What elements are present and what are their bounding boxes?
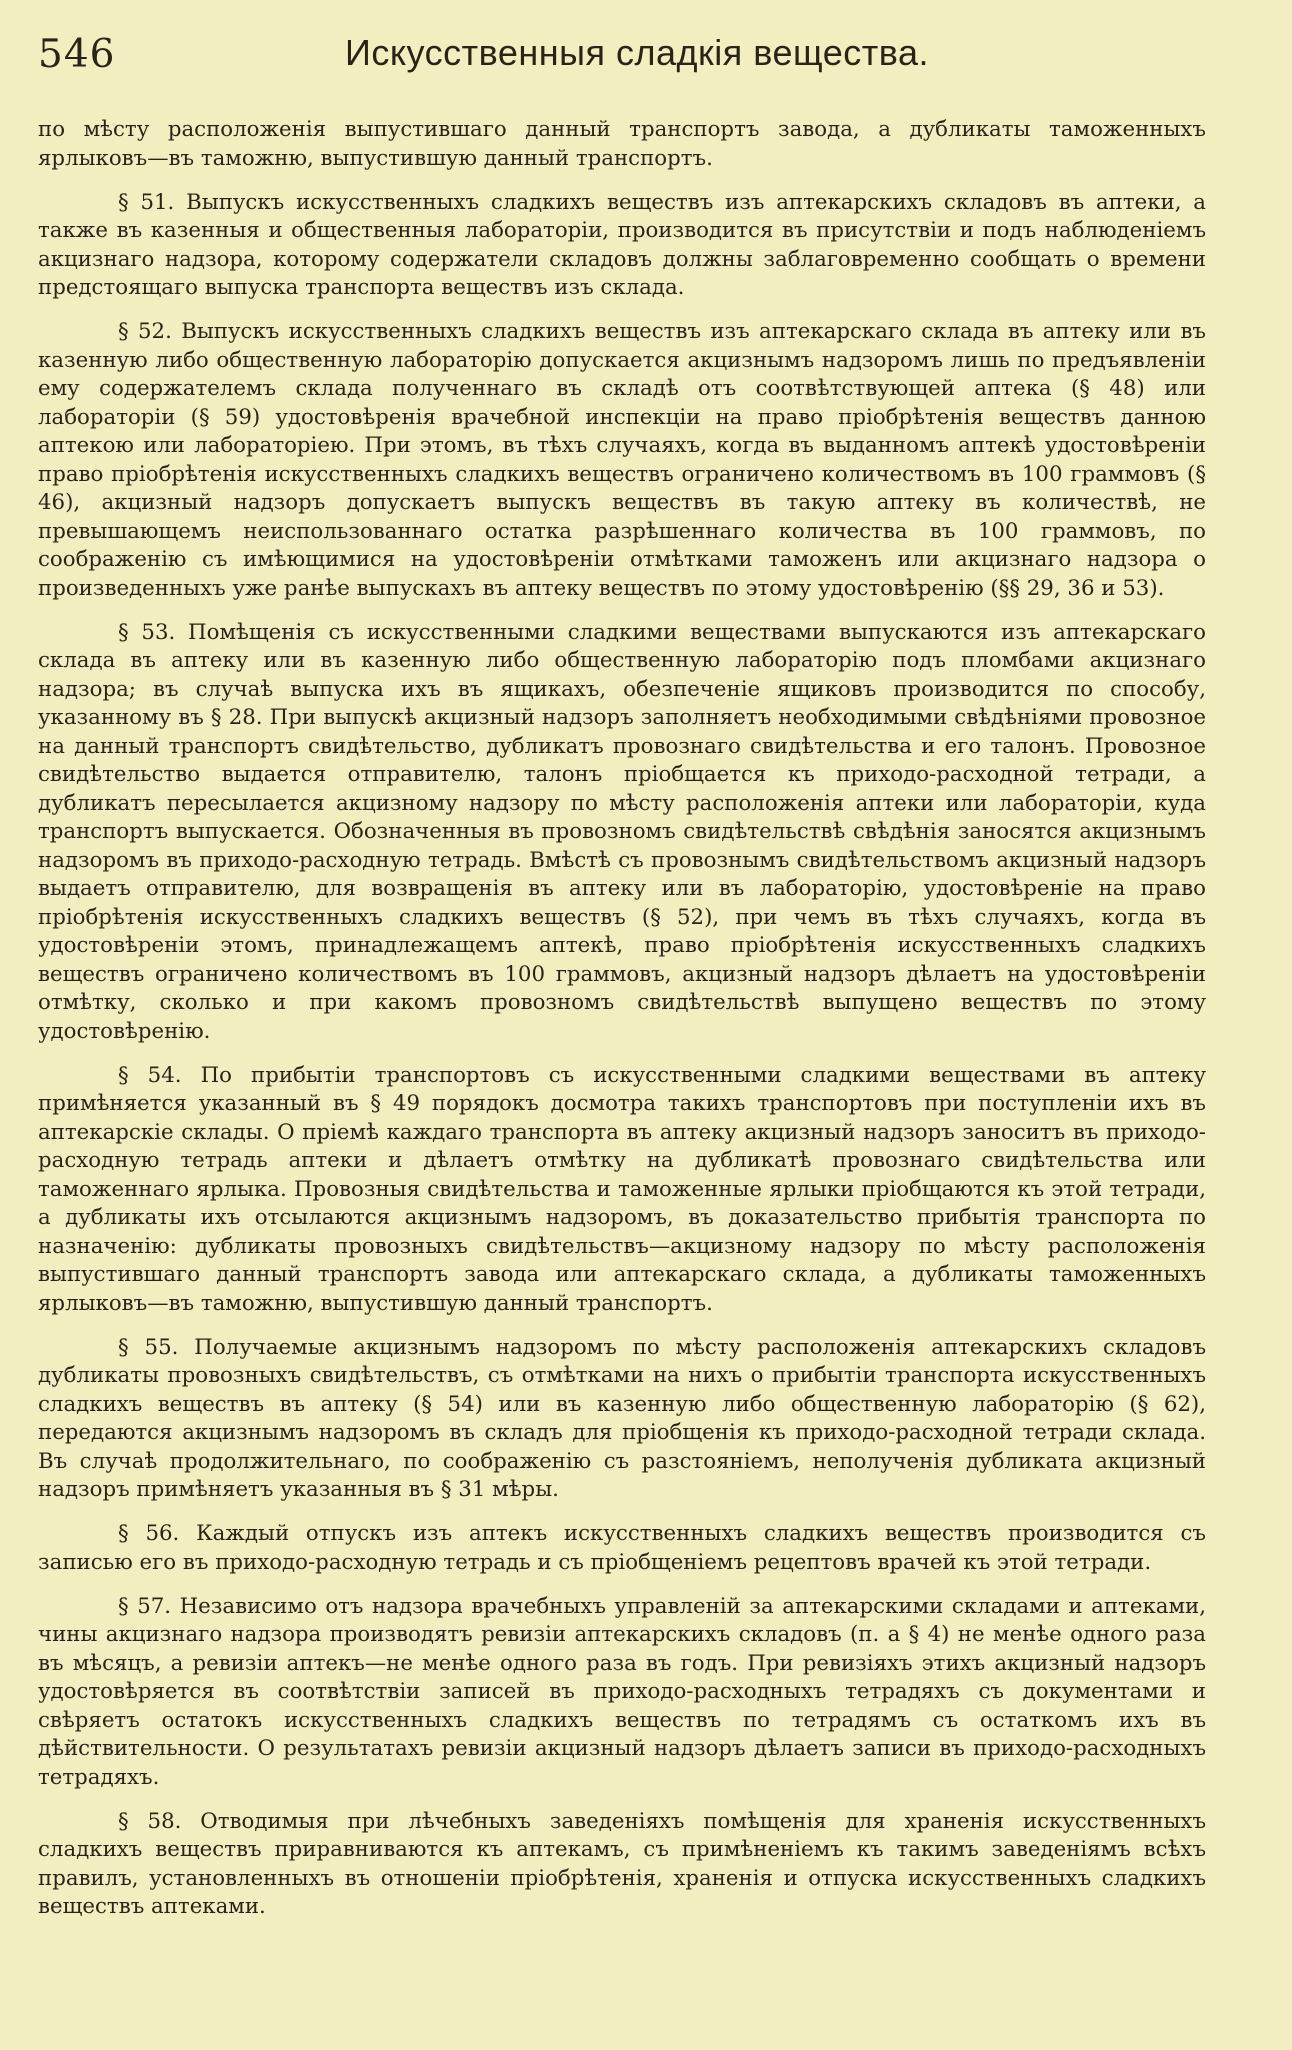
- section-53: [38, 619, 1206, 1047]
- paragraph-text: Получаемые акцизнымъ надзоромъ по мѣсту расположенія аптекарскихъ складовъ дубликаты провозныхъ свидѣтельствъ, съ отмѣтками на нихъ о прибытіи транспорта искусственныхъ сладкихъ веществъ въ аптеку (§ 54) или въ казенную либо общественную лабораторію (§ 62), передаются акцизнымъ надзоромъ въ складъ для пріобщенія къ приходо-расходной тетради склада. Въ случаѣ продолжительнаго, по соображенію съ разстояніемъ, неполученія дубликата акцизный надзоръ примѣняетъ указанныя въ § 31 мѣры.: [38, 1334, 1206, 1502]
- section-number: § 54.: [118, 1062, 182, 1088]
- paragraph-text: Каждый отпускъ изъ аптекъ искусственныхъ сладкихъ веществъ производится съ записью его въ приходо-расходную тетрадь и съ пріобщеніемъ рецептовъ врачей къ этой тетради.: [38, 1521, 1206, 1575]
- section-number: § 53.: [118, 619, 176, 645]
- section-number: § 51.: [118, 189, 175, 215]
- section-number: § 57.: [118, 1593, 172, 1619]
- paragraph-text: Отводимыя при лѣчебныхъ заведеніяхъ помѣщенія для храненія искусственныхъ сладкихъ веществъ приравниваются къ аптекамъ, съ примѣненіемъ къ такимъ заведеніямъ всѣхъ правилъ, установленныхъ въ отношеніи пріобрѣтенія, храненія и отпуска искусственныхъ сладкихъ веществъ аптеками.: [38, 1808, 1206, 1919]
- section-55: [38, 1334, 1206, 1505]
- section-56: [38, 1520, 1206, 1577]
- running-head: [38, 26, 1206, 86]
- section-54: [38, 1062, 1206, 1319]
- paragraph-text: По прибытіи транспортовъ съ искусственными сладкими веществами въ аптеку примѣняется указанный въ § 49 порядокъ досмотра такихъ транспортовъ при поступленіи ихъ въ аптекарскіе склады. О пріемѣ каждаго транспорта въ аптеку акцизный надзоръ заноситъ въ приходо-расходную тетрадь аптеки и дѣлаетъ отмѣтку на дубликатѣ провознаго свидѣтельства или таможеннаго ярлыка. Провозныя свидѣтельства и таможенные ярлыки пріобщаются къ этой тетради, а дубликаты ихъ отсылаются акцизнымъ надзоромъ, въ доказательство прибытія транспорта по назначенію: дубликаты провозныхъ свидѣтельствъ—акцизному надзору по мѣсту расположенія выпустившаго данный транспортъ завода или аптекарскаго склада, а дубликаты таможенныхъ ярлыковъ—въ таможню, выпустившую данный транспортъ.: [38, 1062, 1206, 1316]
- section-number: § 58.: [118, 1808, 182, 1834]
- paragraph-text: Независимо отъ надзора врачебныхъ управленій за аптекарскими складами и аптеками, чины акцизнаго надзора производятъ ревизіи аптекарскихъ складовъ (п. а § 4) не менѣе одного раза въ мѣсяцъ, а ревизіи аптекъ—не менѣе одного раза въ годъ. При ревизіяхъ этихъ акцизный надзоръ удостовѣряется въ соотвѣтствіи записей въ приходо-расходныхъ тетрадяхъ съ документами и свѣряетъ остатокъ искусственныхъ сладкихъ веществъ по тетрадямъ съ остаткомъ ихъ въ дѣйствительности. О результатахъ ревизіи акцизный надзоръ дѣлаетъ записи въ приходо-расходныхъ тетрадяхъ.: [38, 1593, 1206, 1790]
- section-51: [38, 189, 1206, 303]
- section-52: [38, 318, 1206, 603]
- section-number: § 55.: [118, 1334, 179, 1360]
- section-58: [38, 1808, 1206, 1922]
- paragraph-text: по мѣсту расположенія выпустившаго данный транспортъ завода, а дубликаты таможенныхъ ярлыковъ—въ таможню, выпустившую данный транспортъ.: [38, 117, 1206, 171]
- paragraph-continuation: [38, 116, 1206, 173]
- body-text: [38, 116, 1206, 1937]
- section-number: § 52.: [118, 319, 172, 344]
- section-57: [38, 1593, 1206, 1793]
- page-number: 546: [38, 32, 116, 77]
- paragraph-text: Помѣщенія съ искусственными сладкими веществами выпускаются изъ аптекарскаго склада въ аптеку или въ казенную либо общественную лабораторію подъ пломбами акцизнаго надзора; въ случаѣ выпуска ихъ въ ящикахъ, обезпеченіе ящиковъ производится по способу, указанному въ § 28. При выпускѣ акцизный надзоръ заполняетъ необходимыми свѣдѣніями провозное на данный транспортъ свидѣтельство, дубликатъ провознаго свидѣтельства и его талонъ. Провозное свидѣтельство выдается отправителю, талонъ пріобщается къ приходо-расходной тетради, а дубликатъ пересылается акцизному надзору по мѣсту расположенія аптеки или лабораторіи, куда транспортъ выпускается. Обозначенныя въ провозномъ свидѣтельствѣ свѣдѣнія заносятся акцизнымъ надзоромъ въ приходо-расходную тетрадь. Вмѣстѣ съ провознымъ свидѣтельствомъ акцизный надзоръ выдаетъ отправителю, для возвращенія въ аптеку или въ лабораторію, удостовѣреніе на право пріобрѣтенія искусственныхъ сладкихъ веществъ (§ 52), при чемъ въ тѣхъ случаяхъ, когда въ удостовѣреніи этомъ, принадлежащемъ аптекѣ, право пріобрѣтенія искусственныхъ сладкихъ веществъ ограничено количествомъ въ 100 граммовъ, акцизный надзоръ дѣлаетъ на удостовѣреніи отмѣтку, сколько и при какомъ провозномъ свидѣтельствѣ выпущено веществъ по этому удостовѣренію.: [38, 619, 1206, 1044]
- running-title: Искусственныя сладкія вещества.: [345, 32, 929, 73]
- section-number: § 56.: [118, 1521, 180, 1546]
- paragraph-text: Выпускъ искусственныхъ сладкихъ веществъ изъ аптекарскаго склада въ аптеку или въ казенную либо общественную лабораторію допускается акцизнымъ надзоромъ лишь по предъявленіи ему содержателемъ склада полученнаго въ складѣ отъ соотвѣтствующей аптека (§ 48) или лабораторіи (§ 59) удостовѣренія врачебной инспекціи на право пріобрѣтенія веществъ данною аптекою или лабораторіею. При этомъ, въ тѣхъ случаяхъ, когда въ выданномъ аптекѣ удостовѣреніи право пріобрѣтенія искусственныхъ сладкихъ веществъ ограничено количествомъ въ 100 граммовъ (§ 46), акцизный надзоръ допускаетъ выпускъ веществъ въ такую аптеку въ количествѣ, не превышающемъ неиспользованнаго остатка разрѣшеннаго количества въ 100 граммовъ, по соображенію съ имѣющимися на удостовѣреніи отмѣтками таможенъ или акцизнаго надзора о произведенныхъ уже ранѣе выпускахъ въ аптеку веществъ по этому удостовѣренію (§§ 29, 36 и 53).: [38, 319, 1206, 601]
- paragraph-text: Выпускъ искусственныхъ сладкихъ веществъ изъ аптекарскихъ складовъ въ аптеки, а также въ казенныя и общественныя лабораторіи, производится въ присутствіи и подъ наблюденіемъ акцизнаго надзора, которому содержатели складовъ должны заблаговременно сообщать о времени предстоящаго выпуска транспорта веществъ изъ склада.: [38, 189, 1206, 300]
